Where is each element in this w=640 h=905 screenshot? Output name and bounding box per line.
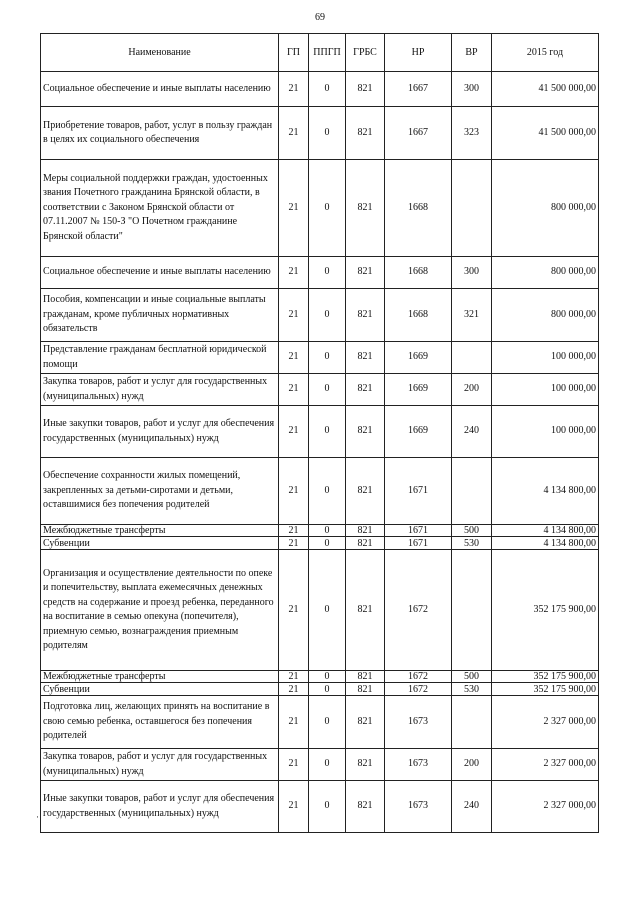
row-amount: 800 000,00 [492, 160, 599, 257]
row-amount: 800 000,00 [492, 289, 599, 342]
row-vr [452, 696, 492, 749]
row-vr: 321 [452, 289, 492, 342]
table-row [41, 537, 599, 550]
row-gp: 21 [279, 406, 309, 458]
table-row [41, 550, 599, 671]
row-amount: 4 134 800,00 [492, 525, 599, 537]
row-amount: 100 000,00 [492, 406, 599, 458]
row-gp: 21 [279, 781, 309, 833]
row-vr [452, 160, 492, 257]
row-ppgp: 0 [309, 406, 346, 458]
row-name: Социальное обеспечение и иные выплаты населению [41, 72, 279, 107]
row-vr: 240 [452, 781, 492, 833]
row-vr: 530 [452, 683, 492, 696]
row-grbs: 821 [346, 781, 385, 833]
table-row [41, 289, 599, 342]
row-name: Представление гражданам бесплатной юридической помощи [41, 342, 279, 374]
table-row [41, 525, 599, 537]
row-nr: 1669 [385, 342, 452, 374]
column-header-nr: НР [385, 34, 452, 72]
row-ppgp: 0 [309, 683, 346, 696]
row-nr: 1673 [385, 696, 452, 749]
table-row [41, 406, 599, 458]
row-amount: 352 175 900,00 [492, 683, 599, 696]
row-gp: 21 [279, 342, 309, 374]
row-ppgp: 0 [309, 525, 346, 537]
row-nr: 1667 [385, 107, 452, 160]
row-nr: 1672 [385, 550, 452, 671]
row-grbs: 821 [346, 374, 385, 406]
row-grbs: 821 [346, 696, 385, 749]
row-nr: 1673 [385, 749, 452, 781]
row-gp: 21 [279, 525, 309, 537]
row-nr: 1669 [385, 374, 452, 406]
row-nr: 1669 [385, 406, 452, 458]
row-name: Иные закупки товаров, работ и услуг для обеспечения государственных (муниципальных) нужд [41, 406, 279, 458]
column-header-vr: ВР [452, 34, 492, 72]
row-name: Субвенции [41, 537, 279, 550]
row-vr: 200 [452, 749, 492, 781]
row-amount: 4 134 800,00 [492, 458, 599, 525]
table-row [41, 458, 599, 525]
row-grbs: 821 [346, 342, 385, 374]
table-row [41, 257, 599, 289]
row-name: Меры социальной поддержки граждан, удостоенных звания Почетного гражданина Брянской области, в соответствии с Законом Брянской области от 07.11.2007 № 150-З "О Почетном гражданине Брянской области" [41, 160, 279, 257]
row-grbs: 821 [346, 550, 385, 671]
row-ppgp: 0 [309, 458, 346, 525]
table-row [41, 749, 599, 781]
row-amount: 41 500 000,00 [492, 107, 599, 160]
row-grbs: 821 [346, 289, 385, 342]
row-nr: 1668 [385, 257, 452, 289]
row-vr: 530 [452, 537, 492, 550]
table-row [41, 781, 599, 833]
row-nr: 1672 [385, 683, 452, 696]
table-row [41, 671, 599, 683]
row-ppgp: 0 [309, 107, 346, 160]
table-row [41, 374, 599, 406]
row-ppgp: 0 [309, 342, 346, 374]
row-amount: 2 327 000,00 [492, 749, 599, 781]
table-row [41, 696, 599, 749]
row-name: Межбюджетные трансферты [41, 671, 279, 683]
row-vr: 240 [452, 406, 492, 458]
row-nr: 1673 [385, 781, 452, 833]
table-row [41, 72, 599, 107]
row-vr: 300 [452, 257, 492, 289]
row-amount: 41 500 000,00 [492, 72, 599, 107]
table-row [41, 160, 599, 257]
row-ppgp: 0 [309, 550, 346, 671]
row-name: Подготовка лиц, желающих принять на воспитание в свою семью ребенка, оставшегося без попечения родителей [41, 696, 279, 749]
row-vr: 500 [452, 671, 492, 683]
row-gp: 21 [279, 696, 309, 749]
column-header-name: Наименование [41, 34, 279, 72]
row-nr: 1668 [385, 160, 452, 257]
row-gp: 21 [279, 537, 309, 550]
table-row [41, 107, 599, 160]
row-grbs: 821 [346, 671, 385, 683]
row-name: Закупка товаров, работ и услуг для государственных (муниципальных) нужд [41, 749, 279, 781]
row-nr: 1672 [385, 671, 452, 683]
row-gp: 21 [279, 72, 309, 107]
row-grbs: 821 [346, 537, 385, 550]
row-amount: 2 327 000,00 [492, 696, 599, 749]
row-gp: 21 [279, 749, 309, 781]
row-gp: 21 [279, 160, 309, 257]
row-vr [452, 342, 492, 374]
page-number: 69 [315, 12, 325, 23]
row-amount: 352 175 900,00 [492, 550, 599, 671]
column-header-grbs: ГРБС [346, 34, 385, 72]
row-ppgp: 0 [309, 781, 346, 833]
row-ppgp: 0 [309, 749, 346, 781]
budget-table [40, 33, 599, 833]
table-row [41, 342, 599, 374]
row-vr: 323 [452, 107, 492, 160]
margin-mark: · [36, 812, 39, 822]
row-nr: 1667 [385, 72, 452, 107]
row-nr: 1671 [385, 525, 452, 537]
table-header [41, 34, 599, 72]
table-row [41, 683, 599, 696]
row-amount: 100 000,00 [492, 342, 599, 374]
row-grbs: 821 [346, 683, 385, 696]
row-name: Пособия, компенсации и иные социальные выплаты гражданам, кроме публичных нормативных обязательств [41, 289, 279, 342]
row-gp: 21 [279, 671, 309, 683]
row-vr [452, 550, 492, 671]
row-gp: 21 [279, 107, 309, 160]
column-header-amount: 2015 год [492, 34, 599, 72]
row-name: Организация и осуществление деятельности по опеке и попечительству, выплата ежемесячных денежных средств на содержание и проезд ребенка, переданного на воспитание в семью опекуна (попечителя), приемную семью, вознаграждения приемным родителям [41, 550, 279, 671]
row-gp: 21 [279, 374, 309, 406]
row-ppgp: 0 [309, 257, 346, 289]
row-vr: 500 [452, 525, 492, 537]
row-gp: 21 [279, 257, 309, 289]
row-grbs: 821 [346, 406, 385, 458]
row-ppgp: 0 [309, 72, 346, 107]
row-nr: 1671 [385, 537, 452, 550]
row-vr: 300 [452, 72, 492, 107]
row-grbs: 821 [346, 749, 385, 781]
row-name: Обеспечение сохранности жилых помещений, закрепленных за детьми-сиротами и детьми, оставшимися без попечения родителей [41, 458, 279, 525]
row-ppgp: 0 [309, 160, 346, 257]
row-vr: 200 [452, 374, 492, 406]
row-gp: 21 [279, 289, 309, 342]
column-header-gp: ГП [279, 34, 309, 72]
row-vr [452, 458, 492, 525]
row-ppgp: 0 [309, 289, 346, 342]
row-name: Иные закупки товаров, работ и услуг для обеспечения государственных (муниципальных) нужд [41, 781, 279, 833]
row-grbs: 821 [346, 160, 385, 257]
row-nr: 1668 [385, 289, 452, 342]
row-name: Межбюджетные трансферты [41, 525, 279, 537]
row-name: Социальное обеспечение и иные выплаты населению [41, 257, 279, 289]
row-amount: 100 000,00 [492, 374, 599, 406]
row-name: Закупка товаров, работ и услуг для государственных (муниципальных) нужд [41, 374, 279, 406]
row-amount: 352 175 900,00 [492, 671, 599, 683]
row-name: Субвенции [41, 683, 279, 696]
row-ppgp: 0 [309, 671, 346, 683]
row-gp: 21 [279, 683, 309, 696]
column-header-ppgp: ППГП [309, 34, 346, 72]
row-amount: 4 134 800,00 [492, 537, 599, 550]
row-grbs: 821 [346, 525, 385, 537]
table-body [41, 72, 599, 833]
row-amount: 800 000,00 [492, 257, 599, 289]
row-gp: 21 [279, 458, 309, 525]
row-grbs: 821 [346, 458, 385, 525]
row-nr: 1671 [385, 458, 452, 525]
row-name: Приобретение товаров, работ, услуг в пользу граждан в целях их социального обеспечения [41, 107, 279, 160]
row-ppgp: 0 [309, 374, 346, 406]
row-grbs: 821 [346, 107, 385, 160]
row-ppgp: 0 [309, 696, 346, 749]
row-ppgp: 0 [309, 537, 346, 550]
row-gp: 21 [279, 550, 309, 671]
row-grbs: 821 [346, 72, 385, 107]
row-amount: 2 327 000,00 [492, 781, 599, 833]
row-grbs: 821 [346, 257, 385, 289]
